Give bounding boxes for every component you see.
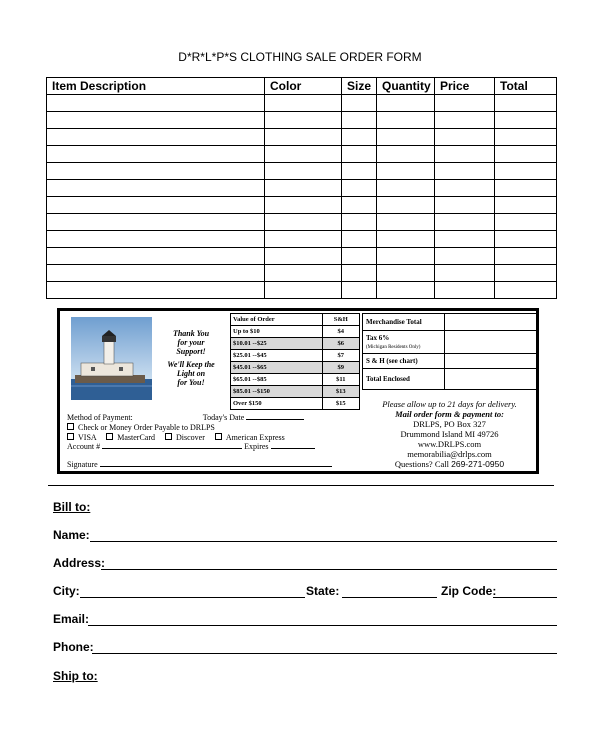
- mastercard-label: MasterCard: [117, 432, 155, 442]
- item-row: [47, 248, 557, 265]
- quantity-cell[interactable]: [377, 265, 435, 282]
- price-cell[interactable]: [435, 112, 495, 129]
- shipping-cost: $13: [322, 386, 359, 398]
- items-header-row: [47, 78, 557, 95]
- item-row: [47, 95, 557, 112]
- discover-label: Discover: [176, 432, 205, 442]
- total-cell[interactable]: [495, 214, 557, 231]
- shipping-row: [231, 398, 360, 410]
- thanks-line-3: Support!: [176, 347, 206, 356]
- total-cell[interactable]: [495, 163, 557, 180]
- shipping-cost: $15: [322, 398, 359, 410]
- city-field[interactable]: [80, 597, 305, 598]
- total-cell[interactable]: [495, 231, 557, 248]
- mail-instructions: [362, 399, 537, 469]
- shipping-row: [231, 326, 360, 338]
- expires-field[interactable]: [271, 448, 315, 449]
- method-of-payment-label: Method of Payment:: [67, 413, 133, 422]
- price-cell[interactable]: [435, 180, 495, 197]
- color-cell[interactable]: [265, 231, 342, 248]
- phone-number: 269-271-0950: [451, 459, 505, 469]
- shipping-header-value: Value of Order: [231, 314, 323, 326]
- color-cell[interactable]: [265, 265, 342, 282]
- size-cell[interactable]: [342, 180, 377, 197]
- signature-label: Signature: [67, 460, 98, 470]
- payment-section: [67, 413, 357, 470]
- check-label: Check or Money Order Payable to DRLPS: [78, 422, 215, 432]
- ship-to-label: Ship to:: [53, 669, 98, 683]
- form-title: D*R*L*P*S CLOTHING SALE ORDER FORM: [178, 50, 422, 64]
- merch-total-field[interactable]: [445, 314, 537, 331]
- mastercard-checkbox[interactable]: [106, 433, 113, 440]
- section-divider: [48, 485, 554, 486]
- shipping-row: [231, 362, 360, 374]
- items-table: [46, 77, 557, 299]
- item-row: [47, 180, 557, 197]
- amex-label: American Express: [225, 432, 285, 442]
- thank-you-message: [156, 329, 226, 391]
- shipping-row: [231, 386, 360, 398]
- price-cell[interactable]: [435, 231, 495, 248]
- shipping-header-sh: S&H: [322, 314, 359, 326]
- tax-field[interactable]: [445, 331, 537, 354]
- amex-checkbox[interactable]: [215, 433, 222, 440]
- item-description-cell[interactable]: [47, 231, 265, 248]
- color-cell[interactable]: [265, 112, 342, 129]
- expires-label: Expires: [244, 442, 269, 452]
- item-row: [47, 112, 557, 129]
- thanks-line-1: Thank You: [172, 329, 210, 338]
- header-price: Price: [435, 78, 495, 95]
- shipping-range: Up to $10: [231, 326, 323, 338]
- totals-table: [362, 313, 537, 390]
- discover-checkbox[interactable]: [165, 433, 172, 440]
- total-cell[interactable]: [495, 146, 557, 163]
- size-cell[interactable]: [342, 265, 377, 282]
- name-field[interactable]: [90, 541, 557, 542]
- phone-label: Phone:: [53, 640, 94, 654]
- header-total: Total: [495, 78, 557, 95]
- promo-box: [57, 308, 539, 474]
- merch-total-label: Merchandise Total: [363, 314, 445, 331]
- total-cell[interactable]: [495, 112, 557, 129]
- quantity-cell[interactable]: [377, 282, 435, 299]
- color-cell[interactable]: [265, 146, 342, 163]
- item-description-cell[interactable]: [47, 112, 265, 129]
- check-checkbox[interactable]: [67, 423, 74, 430]
- size-cell[interactable]: [342, 197, 377, 214]
- item-row: [47, 197, 557, 214]
- color-cell[interactable]: [265, 163, 342, 180]
- address-field[interactable]: [101, 569, 557, 570]
- color-cell[interactable]: [265, 180, 342, 197]
- name-label: Name:: [53, 528, 90, 542]
- phone-field[interactable]: [92, 653, 557, 654]
- tax-note: (Michigan Residents Only): [366, 345, 421, 350]
- thanks-line-6: for You!: [177, 378, 205, 387]
- item-description-cell[interactable]: [47, 282, 265, 299]
- city-address: Drummond Island MI 49726: [400, 429, 499, 439]
- shipping-row: [231, 350, 360, 362]
- item-description-cell[interactable]: [47, 129, 265, 146]
- delivery-note: Please allow up to 21 days for delivery.: [382, 399, 517, 409]
- total-cell[interactable]: [495, 180, 557, 197]
- item-description-cell[interactable]: [47, 197, 265, 214]
- size-cell[interactable]: [342, 146, 377, 163]
- email-field[interactable]: [88, 625, 557, 626]
- total-cell[interactable]: [495, 265, 557, 282]
- shipping-row: [231, 374, 360, 386]
- item-description-cell[interactable]: [47, 95, 265, 112]
- total-cell[interactable]: [495, 248, 557, 265]
- thanks-line-2: for your: [177, 338, 205, 347]
- header-color: Color: [265, 78, 342, 95]
- price-cell[interactable]: [435, 282, 495, 299]
- shipping-cost: $9: [322, 362, 359, 374]
- zip-label: Zip Code:: [441, 584, 497, 598]
- item-description-cell[interactable]: [47, 214, 265, 231]
- state-field[interactable]: [342, 597, 437, 598]
- total-enclosed-field[interactable]: [445, 369, 537, 390]
- total-cell[interactable]: [495, 129, 557, 146]
- shipping-table: [230, 313, 360, 410]
- signature-field[interactable]: [100, 466, 332, 467]
- item-description-cell[interactable]: [47, 163, 265, 180]
- item-row: [47, 129, 557, 146]
- size-cell[interactable]: [342, 282, 377, 299]
- size-cell[interactable]: [342, 163, 377, 180]
- item-description-cell[interactable]: [47, 265, 265, 282]
- shipping-range: Over $150: [231, 398, 323, 410]
- total-cell[interactable]: [495, 95, 557, 112]
- size-cell[interactable]: [342, 129, 377, 146]
- size-cell[interactable]: [342, 214, 377, 231]
- email-label: Email:: [53, 612, 90, 626]
- zip-field[interactable]: [493, 597, 557, 598]
- item-row: [47, 282, 557, 299]
- questions-label: Questions? Call: [394, 459, 449, 469]
- quantity-cell[interactable]: [377, 248, 435, 265]
- color-cell[interactable]: [265, 95, 342, 112]
- bill-to-label: Bill to:: [53, 500, 91, 514]
- account-label: Account #: [67, 442, 101, 452]
- price-cell[interactable]: [435, 248, 495, 265]
- item-row: [47, 214, 557, 231]
- quantity-cell[interactable]: [377, 95, 435, 112]
- shipping-range: $45.01 --$65: [231, 362, 323, 374]
- price-cell[interactable]: [435, 163, 495, 180]
- account-field[interactable]: [102, 448, 242, 449]
- price-cell[interactable]: [435, 95, 495, 112]
- total-cell[interactable]: [495, 282, 557, 299]
- sh-field[interactable]: [445, 354, 537, 369]
- price-cell[interactable]: [435, 146, 495, 163]
- quantity-cell[interactable]: [377, 197, 435, 214]
- total-enclosed-label: Total Enclosed: [363, 369, 445, 390]
- size-cell[interactable]: [342, 248, 377, 265]
- shipping-range: $10.01 --$25: [231, 338, 323, 350]
- po-box: DRLPS, PO Box 327: [413, 419, 486, 429]
- price-cell[interactable]: [435, 129, 495, 146]
- shipping-header-row: [231, 314, 360, 326]
- price-cell[interactable]: [435, 214, 495, 231]
- color-cell[interactable]: [265, 197, 342, 214]
- shipping-range: $25.01 --$45: [231, 350, 323, 362]
- thanks-line-5: Light on: [176, 369, 206, 378]
- size-cell[interactable]: [342, 112, 377, 129]
- color-cell[interactable]: [265, 248, 342, 265]
- shipping-cost: $4: [322, 326, 359, 338]
- shipping-cost: $6: [322, 338, 359, 350]
- total-cell[interactable]: [495, 197, 557, 214]
- quantity-cell[interactable]: [377, 129, 435, 146]
- thanks-line-4: We'll Keep the: [167, 360, 215, 369]
- quantity-cell[interactable]: [377, 214, 435, 231]
- price-cell[interactable]: [435, 265, 495, 282]
- quantity-cell[interactable]: [377, 112, 435, 129]
- todays-date-label: Today's Date: [202, 413, 245, 422]
- color-cell[interactable]: [265, 214, 342, 231]
- item-description-cell[interactable]: [47, 180, 265, 197]
- shipping-range: $65.01 --$85: [231, 374, 323, 386]
- size-cell[interactable]: [342, 95, 377, 112]
- city-label: City:: [53, 584, 80, 598]
- item-row: [47, 163, 557, 180]
- header-size: Size: [342, 78, 377, 95]
- quantity-cell[interactable]: [377, 180, 435, 197]
- color-cell[interactable]: [265, 129, 342, 146]
- tax-text: Tax 6%: [366, 334, 390, 342]
- item-description-cell[interactable]: [47, 146, 265, 163]
- lighthouse-photo: [71, 317, 152, 400]
- size-cell[interactable]: [342, 231, 377, 248]
- item-row: [47, 265, 557, 282]
- shipping-cost: $11: [322, 374, 359, 386]
- item-row: [47, 146, 557, 163]
- item-row: [47, 231, 557, 248]
- state-label: State:: [306, 584, 340, 598]
- shipping-range: $85.01 --$150: [231, 386, 323, 398]
- visa-label: VISA: [78, 432, 97, 442]
- todays-date-field[interactable]: [246, 419, 304, 420]
- contact-email: memorabilia@drlps.com: [407, 449, 492, 459]
- mail-to-label: Mail order form & payment to:: [395, 409, 504, 419]
- shipping-row: [231, 338, 360, 350]
- shipping-cost: $7: [322, 350, 359, 362]
- price-cell[interactable]: [435, 197, 495, 214]
- website: www.DRLPS.com: [417, 439, 482, 449]
- item-description-cell[interactable]: [47, 248, 265, 265]
- quantity-cell[interactable]: [377, 146, 435, 163]
- sh-label: S & H (see chart): [363, 354, 445, 369]
- tax-label: [363, 331, 445, 354]
- quantity-cell[interactable]: [377, 231, 435, 248]
- header-quantity: Quantity: [377, 78, 435, 95]
- address-label: Address:: [53, 556, 106, 570]
- color-cell[interactable]: [265, 282, 342, 299]
- quantity-cell[interactable]: [377, 163, 435, 180]
- header-item-description: Item Description: [47, 78, 265, 95]
- visa-checkbox[interactable]: [67, 433, 74, 440]
